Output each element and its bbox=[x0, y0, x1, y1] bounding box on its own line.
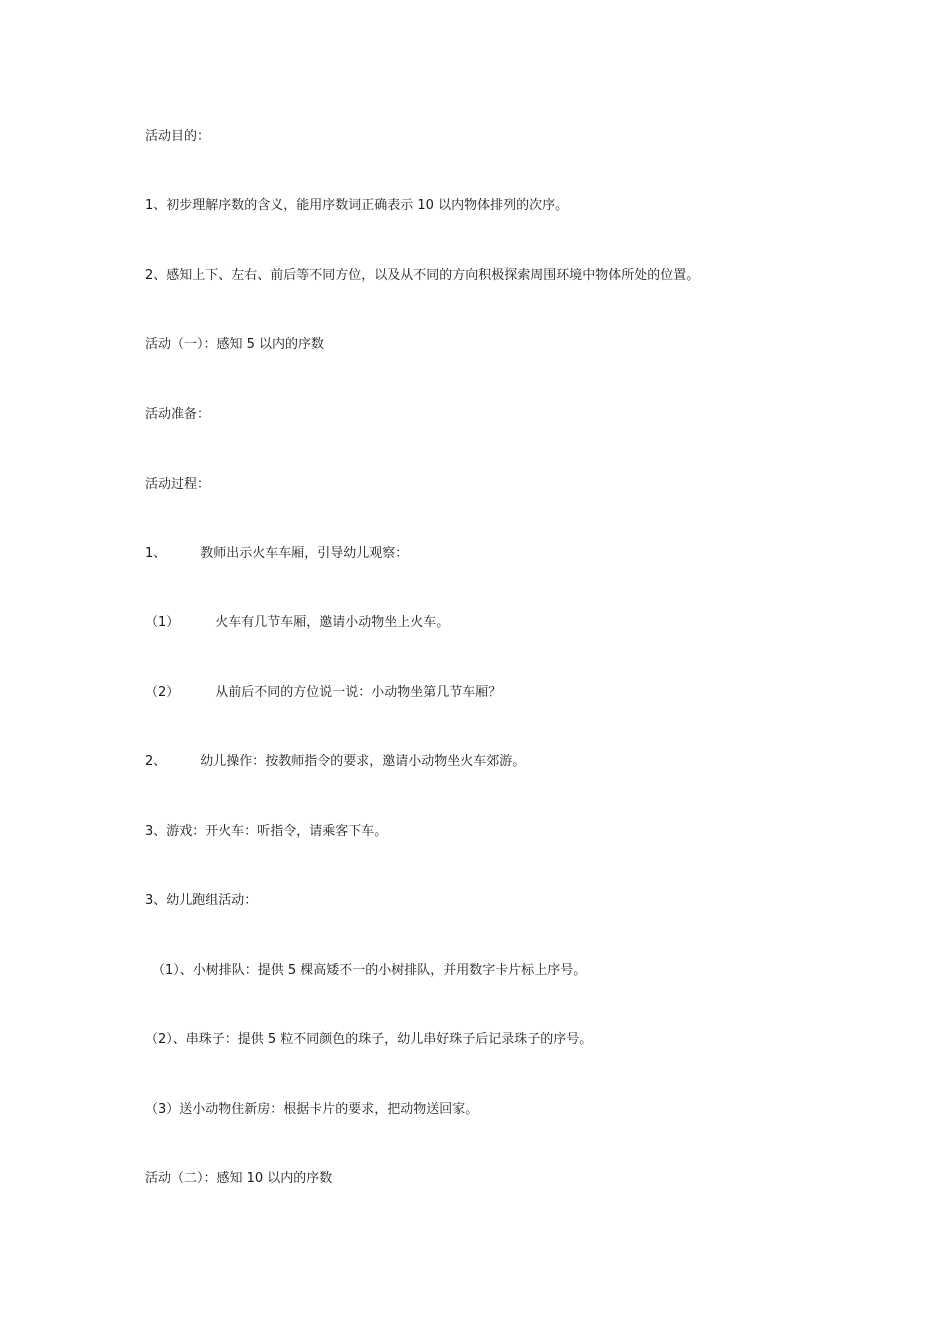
step-2-number: 2、 bbox=[145, 754, 167, 769]
step-1-number: 1、 bbox=[145, 546, 167, 561]
group-item-1: （1）、小树排队：提供 5 棵高矮不一的小树排队，并用数字卡片标上序号。 bbox=[152, 963, 587, 978]
sub-step-2 bbox=[145, 684, 501, 702]
sub-step-2-number: （2） bbox=[145, 685, 180, 700]
sub-step-2-text: 从前后不同的方位说一说：小动物坐第几节车厢？ bbox=[215, 685, 502, 700]
heading-activity-prep: 活动准备： bbox=[145, 407, 211, 422]
goal-item-1: 1、初步理解序数的含义，能用序数词正确表示 10 以内物体排列的次序。 bbox=[145, 198, 569, 213]
heading-activity-goal: 活动目的： bbox=[145, 129, 211, 144]
group-item-2: （2）、串珠子：提供 5 粒不同颜色的珠子，幼儿串好珠子后记录珠子的序号。 bbox=[145, 1032, 593, 1047]
step-1 bbox=[145, 545, 408, 563]
activity-1-title: 活动（一）：感知 5 以内的序数 bbox=[145, 337, 325, 352]
sub-step-1 bbox=[145, 614, 449, 632]
step-3-game: 3、游戏：开火车：听指令，请乘客下车。 bbox=[145, 824, 388, 839]
heading-activity-process: 活动过程： bbox=[145, 477, 211, 492]
goal-item-2: 2、感知上下、左右、前后等不同方位，以及从不同的方向积极探索周围环境中物体所处的位置。 bbox=[145, 268, 700, 283]
step-2 bbox=[145, 753, 525, 771]
step-2-text: 幼儿操作：按教师指令的要求，邀请小动物坐火车郊游。 bbox=[200, 754, 526, 769]
group-item-3: （3）送小动物住新房：根据卡片的要求，把动物送回家。 bbox=[145, 1102, 479, 1117]
step-3-group-activity: 3、幼儿跑组活动： bbox=[145, 893, 258, 908]
sub-step-1-text: 火车有几节车厢，邀请小动物坐上火车。 bbox=[215, 615, 450, 630]
activity-2-title: 活动（二）：感知 10 以内的序数 bbox=[145, 1171, 333, 1186]
sub-step-1-number: （1） bbox=[145, 615, 180, 630]
step-1-text: 教师出示火车车厢，引导幼儿观察： bbox=[200, 546, 409, 561]
